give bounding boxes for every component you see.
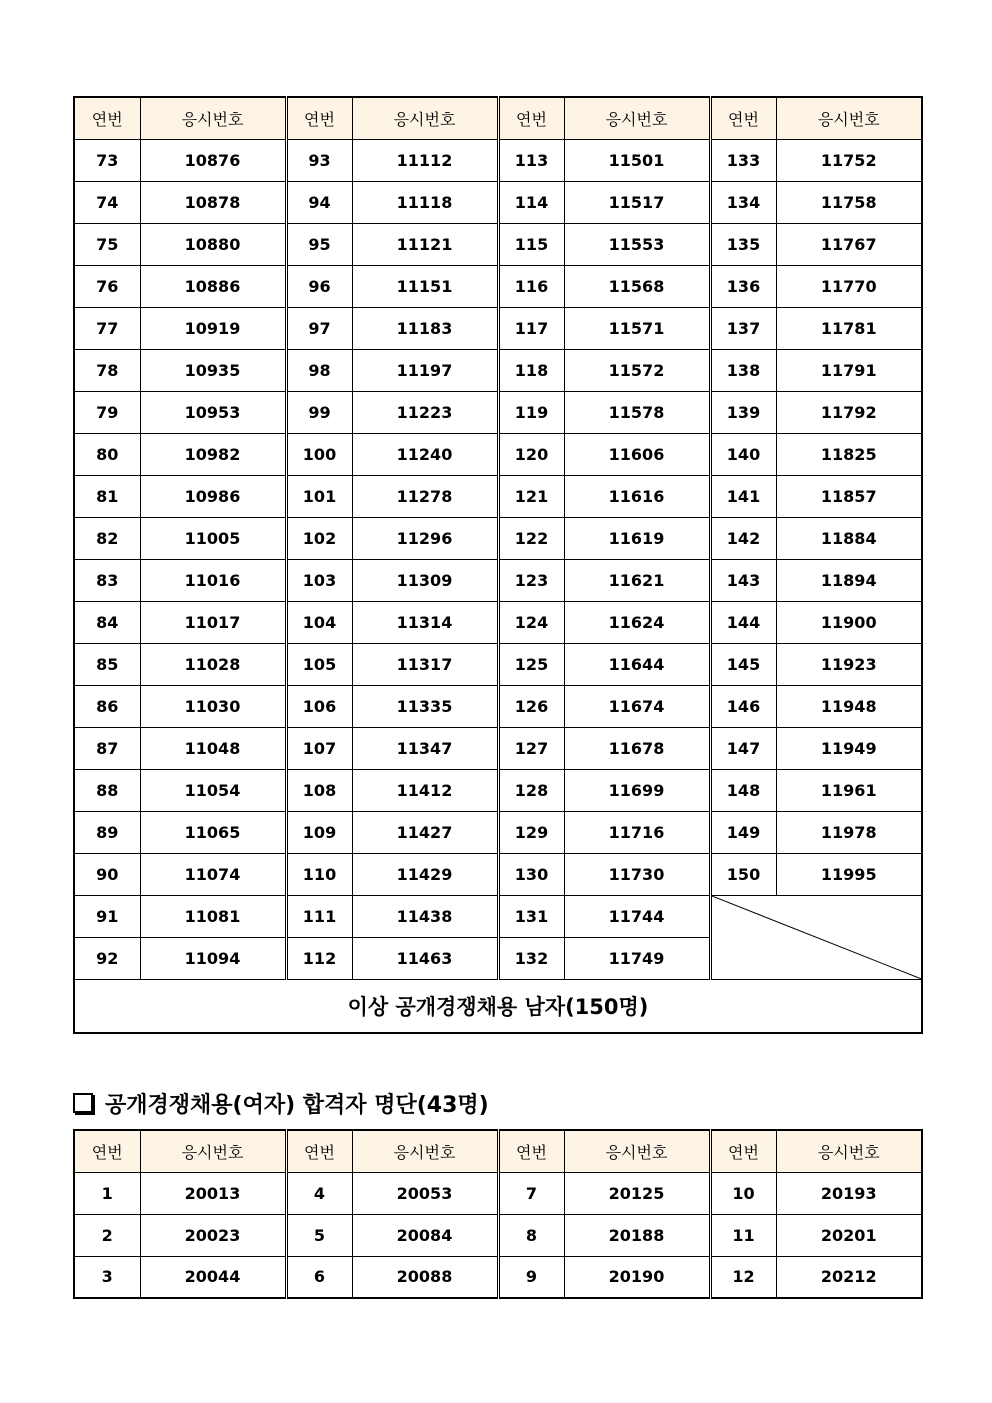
header-exam-number: 응시번호 <box>140 1130 286 1172</box>
serial-cell: 105 <box>286 643 352 685</box>
serial-cell: 130 <box>498 853 564 895</box>
serial-cell: 9 <box>498 1256 564 1298</box>
table-row <box>74 685 922 727</box>
serial-cell: 81 <box>74 475 140 517</box>
exam-number-cell: 11791 <box>776 349 922 391</box>
serial-cell: 96 <box>286 265 352 307</box>
exam-number-cell: 20044 <box>140 1256 286 1298</box>
serial-cell: 76 <box>74 265 140 307</box>
serial-cell: 150 <box>710 853 776 895</box>
serial-cell: 3 <box>74 1256 140 1298</box>
serial-cell: 4 <box>286 1172 352 1214</box>
exam-number-cell: 20088 <box>352 1256 498 1298</box>
exam-number-cell: 11770 <box>776 265 922 307</box>
header-row <box>74 1130 922 1172</box>
exam-number-cell: 11923 <box>776 643 922 685</box>
serial-cell: 139 <box>710 391 776 433</box>
header-exam-number: 응시번호 <box>352 97 498 139</box>
table-row <box>74 1214 922 1256</box>
exam-number-cell: 11347 <box>352 727 498 769</box>
section-title-text: 공개경쟁채용(여자) 합격자 명단(43명) <box>105 1093 489 1118</box>
serial-cell: 145 <box>710 643 776 685</box>
exam-number-cell: 20053 <box>352 1172 498 1214</box>
exam-number-cell: 11621 <box>564 559 710 601</box>
serial-cell: 117 <box>498 307 564 349</box>
serial-cell: 128 <box>498 769 564 811</box>
serial-cell: 124 <box>498 601 564 643</box>
exam-number-cell: 20212 <box>776 1256 922 1298</box>
serial-cell: 100 <box>286 433 352 475</box>
exam-number-cell: 11517 <box>564 181 710 223</box>
table-row <box>74 433 922 475</box>
exam-number-cell: 11616 <box>564 475 710 517</box>
table-row <box>74 727 922 769</box>
exam-number-cell: 11553 <box>564 223 710 265</box>
serial-cell: 73 <box>74 139 140 181</box>
exam-number-cell: 11624 <box>564 601 710 643</box>
serial-cell: 116 <box>498 265 564 307</box>
table-row <box>74 307 922 349</box>
serial-cell: 133 <box>710 139 776 181</box>
serial-cell: 74 <box>74 181 140 223</box>
female-results-table <box>73 1129 923 1299</box>
female-table-body <box>74 1172 922 1298</box>
exam-number-cell: 11767 <box>776 223 922 265</box>
exam-number-cell: 11900 <box>776 601 922 643</box>
serial-cell: 103 <box>286 559 352 601</box>
serial-cell: 99 <box>286 391 352 433</box>
exam-number-cell: 11183 <box>352 307 498 349</box>
footer-summary: 이상 공개경쟁채용 남자(150명) <box>74 979 922 1033</box>
exam-number-cell: 11619 <box>564 517 710 559</box>
serial-cell: 107 <box>286 727 352 769</box>
serial-cell: 82 <box>74 517 140 559</box>
serial-cell: 121 <box>498 475 564 517</box>
table-row <box>74 391 922 433</box>
serial-cell: 12 <box>710 1256 776 1298</box>
serial-cell: 90 <box>74 853 140 895</box>
table-row <box>74 895 922 937</box>
exam-number-cell: 11644 <box>564 643 710 685</box>
serial-cell: 142 <box>710 517 776 559</box>
header-serial: 연번 <box>74 97 140 139</box>
exam-number-cell: 11005 <box>140 517 286 559</box>
table-row <box>74 349 922 391</box>
serial-cell: 87 <box>74 727 140 769</box>
serial-cell: 8 <box>498 1214 564 1256</box>
serial-cell: 85 <box>74 643 140 685</box>
exam-number-cell: 11065 <box>140 811 286 853</box>
exam-number-cell: 11884 <box>776 517 922 559</box>
female-section-title <box>73 1088 489 1119</box>
exam-number-cell: 20201 <box>776 1214 922 1256</box>
exam-number-cell: 10886 <box>140 265 286 307</box>
serial-cell: 113 <box>498 139 564 181</box>
serial-cell: 77 <box>74 307 140 349</box>
serial-cell: 144 <box>710 601 776 643</box>
serial-cell: 111 <box>286 895 352 937</box>
exam-number-cell: 10878 <box>140 181 286 223</box>
serial-cell: 91 <box>74 895 140 937</box>
serial-cell: 114 <box>498 181 564 223</box>
table-row <box>74 181 922 223</box>
exam-number-cell: 11678 <box>564 727 710 769</box>
exam-number-cell: 11758 <box>776 181 922 223</box>
table-row <box>74 601 922 643</box>
serial-cell: 101 <box>286 475 352 517</box>
table-row <box>74 1256 922 1298</box>
serial-cell: 104 <box>286 601 352 643</box>
table-row <box>74 139 922 181</box>
table-row <box>74 643 922 685</box>
exam-number-cell: 20125 <box>564 1172 710 1214</box>
exam-number-cell: 11752 <box>776 139 922 181</box>
serial-cell: 129 <box>498 811 564 853</box>
male-results-table <box>73 96 923 1034</box>
serial-cell: 84 <box>74 601 140 643</box>
serial-cell: 78 <box>74 349 140 391</box>
exam-number-cell: 11074 <box>140 853 286 895</box>
table-row <box>74 475 922 517</box>
exam-number-cell: 11961 <box>776 769 922 811</box>
exam-number-cell: 11995 <box>776 853 922 895</box>
serial-cell: 137 <box>710 307 776 349</box>
header-row <box>74 97 922 139</box>
header-exam-number: 응시번호 <box>776 1130 922 1172</box>
male-table-body <box>74 139 922 1033</box>
exam-number-cell: 20023 <box>140 1214 286 1256</box>
serial-cell: 147 <box>710 727 776 769</box>
exam-number-cell: 11412 <box>352 769 498 811</box>
exam-number-cell: 20084 <box>352 1214 498 1256</box>
serial-cell: 83 <box>74 559 140 601</box>
checkbox-square-icon <box>73 1093 93 1113</box>
exam-number-cell: 11978 <box>776 811 922 853</box>
serial-cell: 119 <box>498 391 564 433</box>
serial-cell: 10 <box>710 1172 776 1214</box>
exam-number-cell: 11716 <box>564 811 710 853</box>
empty-diagonal-cell <box>710 895 922 979</box>
exam-number-cell: 11606 <box>564 433 710 475</box>
serial-cell: 118 <box>498 349 564 391</box>
exam-number-cell: 10986 <box>140 475 286 517</box>
serial-cell: 5 <box>286 1214 352 1256</box>
serial-cell: 141 <box>710 475 776 517</box>
serial-cell: 94 <box>286 181 352 223</box>
serial-cell: 11 <box>710 1214 776 1256</box>
serial-cell: 92 <box>74 937 140 979</box>
exam-number-cell: 11197 <box>352 349 498 391</box>
header-serial: 연번 <box>498 1130 564 1172</box>
serial-cell: 79 <box>74 391 140 433</box>
table-row <box>74 811 922 853</box>
exam-number-cell: 10935 <box>140 349 286 391</box>
serial-cell: 120 <box>498 433 564 475</box>
table-row <box>74 517 922 559</box>
exam-number-cell: 11792 <box>776 391 922 433</box>
serial-cell: 127 <box>498 727 564 769</box>
exam-number-cell: 11578 <box>564 391 710 433</box>
header-exam-number: 응시번호 <box>352 1130 498 1172</box>
serial-cell: 138 <box>710 349 776 391</box>
serial-cell: 80 <box>74 433 140 475</box>
male-table-header <box>74 97 922 139</box>
serial-cell: 2 <box>74 1214 140 1256</box>
table-row <box>74 223 922 265</box>
exam-number-cell: 10919 <box>140 307 286 349</box>
exam-number-cell: 11781 <box>776 307 922 349</box>
female-table-header <box>74 1130 922 1172</box>
serial-cell: 93 <box>286 139 352 181</box>
header-serial: 연번 <box>74 1130 140 1172</box>
serial-cell: 146 <box>710 685 776 727</box>
exam-number-cell: 11572 <box>564 349 710 391</box>
header-serial: 연번 <box>710 1130 776 1172</box>
exam-number-cell: 11730 <box>564 853 710 895</box>
exam-number-cell: 11463 <box>352 937 498 979</box>
exam-number-cell: 20190 <box>564 1256 710 1298</box>
exam-number-cell: 11048 <box>140 727 286 769</box>
exam-number-cell: 11429 <box>352 853 498 895</box>
footer-row <box>74 979 922 1033</box>
serial-cell: 89 <box>74 811 140 853</box>
exam-number-cell: 11427 <box>352 811 498 853</box>
exam-number-cell: 11571 <box>564 307 710 349</box>
serial-cell: 109 <box>286 811 352 853</box>
serial-cell: 7 <box>498 1172 564 1214</box>
exam-number-cell: 11296 <box>352 517 498 559</box>
exam-number-cell: 11894 <box>776 559 922 601</box>
exam-number-cell: 11223 <box>352 391 498 433</box>
exam-number-cell: 11335 <box>352 685 498 727</box>
serial-cell: 102 <box>286 517 352 559</box>
serial-cell: 122 <box>498 517 564 559</box>
table-row <box>74 265 922 307</box>
serial-cell: 136 <box>710 265 776 307</box>
exam-number-cell: 11118 <box>352 181 498 223</box>
exam-number-cell: 10982 <box>140 433 286 475</box>
table-row <box>74 769 922 811</box>
table-row <box>74 1172 922 1214</box>
serial-cell: 1 <box>74 1172 140 1214</box>
serial-cell: 131 <box>498 895 564 937</box>
serial-cell: 110 <box>286 853 352 895</box>
serial-cell: 97 <box>286 307 352 349</box>
header-exam-number: 응시번호 <box>776 97 922 139</box>
exam-number-cell: 10880 <box>140 223 286 265</box>
serial-cell: 95 <box>286 223 352 265</box>
exam-number-cell: 11744 <box>564 895 710 937</box>
exam-number-cell: 11112 <box>352 139 498 181</box>
exam-number-cell: 11438 <box>352 895 498 937</box>
serial-cell: 140 <box>710 433 776 475</box>
exam-number-cell: 11949 <box>776 727 922 769</box>
header-serial: 연번 <box>286 97 352 139</box>
exam-number-cell: 10953 <box>140 391 286 433</box>
exam-number-cell: 11501 <box>564 139 710 181</box>
serial-cell: 123 <box>498 559 564 601</box>
header-serial: 연번 <box>286 1130 352 1172</box>
exam-number-cell: 11094 <box>140 937 286 979</box>
exam-number-cell: 11278 <box>352 475 498 517</box>
exam-number-cell: 11309 <box>352 559 498 601</box>
exam-number-cell: 11081 <box>140 895 286 937</box>
exam-number-cell: 11857 <box>776 475 922 517</box>
exam-number-cell: 11699 <box>564 769 710 811</box>
exam-number-cell: 11825 <box>776 433 922 475</box>
serial-cell: 135 <box>710 223 776 265</box>
exam-number-cell: 20013 <box>140 1172 286 1214</box>
serial-cell: 134 <box>710 181 776 223</box>
header-exam-number: 응시번호 <box>564 1130 710 1172</box>
table-row <box>74 559 922 601</box>
serial-cell: 126 <box>498 685 564 727</box>
exam-number-cell: 11030 <box>140 685 286 727</box>
exam-number-cell: 11121 <box>352 223 498 265</box>
exam-number-cell: 11749 <box>564 937 710 979</box>
exam-number-cell: 11314 <box>352 601 498 643</box>
serial-cell: 112 <box>286 937 352 979</box>
serial-cell: 149 <box>710 811 776 853</box>
exam-number-cell: 11016 <box>140 559 286 601</box>
exam-number-cell: 11317 <box>352 643 498 685</box>
exam-number-cell: 11948 <box>776 685 922 727</box>
serial-cell: 75 <box>74 223 140 265</box>
header-serial: 연번 <box>710 97 776 139</box>
exam-number-cell: 11028 <box>140 643 286 685</box>
exam-number-cell: 11674 <box>564 685 710 727</box>
header-exam-number: 응시번호 <box>140 97 286 139</box>
exam-number-cell: 11017 <box>140 601 286 643</box>
header-exam-number: 응시번호 <box>564 97 710 139</box>
serial-cell: 125 <box>498 643 564 685</box>
header-serial: 연번 <box>498 97 564 139</box>
serial-cell: 132 <box>498 937 564 979</box>
exam-number-cell: 20188 <box>564 1214 710 1256</box>
serial-cell: 6 <box>286 1256 352 1298</box>
table-row <box>74 853 922 895</box>
serial-cell: 148 <box>710 769 776 811</box>
exam-number-cell: 11054 <box>140 769 286 811</box>
exam-number-cell: 11568 <box>564 265 710 307</box>
serial-cell: 86 <box>74 685 140 727</box>
exam-number-cell: 10876 <box>140 139 286 181</box>
exam-number-cell: 11240 <box>352 433 498 475</box>
serial-cell: 88 <box>74 769 140 811</box>
serial-cell: 98 <box>286 349 352 391</box>
exam-number-cell: 11151 <box>352 265 498 307</box>
serial-cell: 108 <box>286 769 352 811</box>
serial-cell: 143 <box>710 559 776 601</box>
exam-number-cell: 20193 <box>776 1172 922 1214</box>
serial-cell: 106 <box>286 685 352 727</box>
serial-cell: 115 <box>498 223 564 265</box>
